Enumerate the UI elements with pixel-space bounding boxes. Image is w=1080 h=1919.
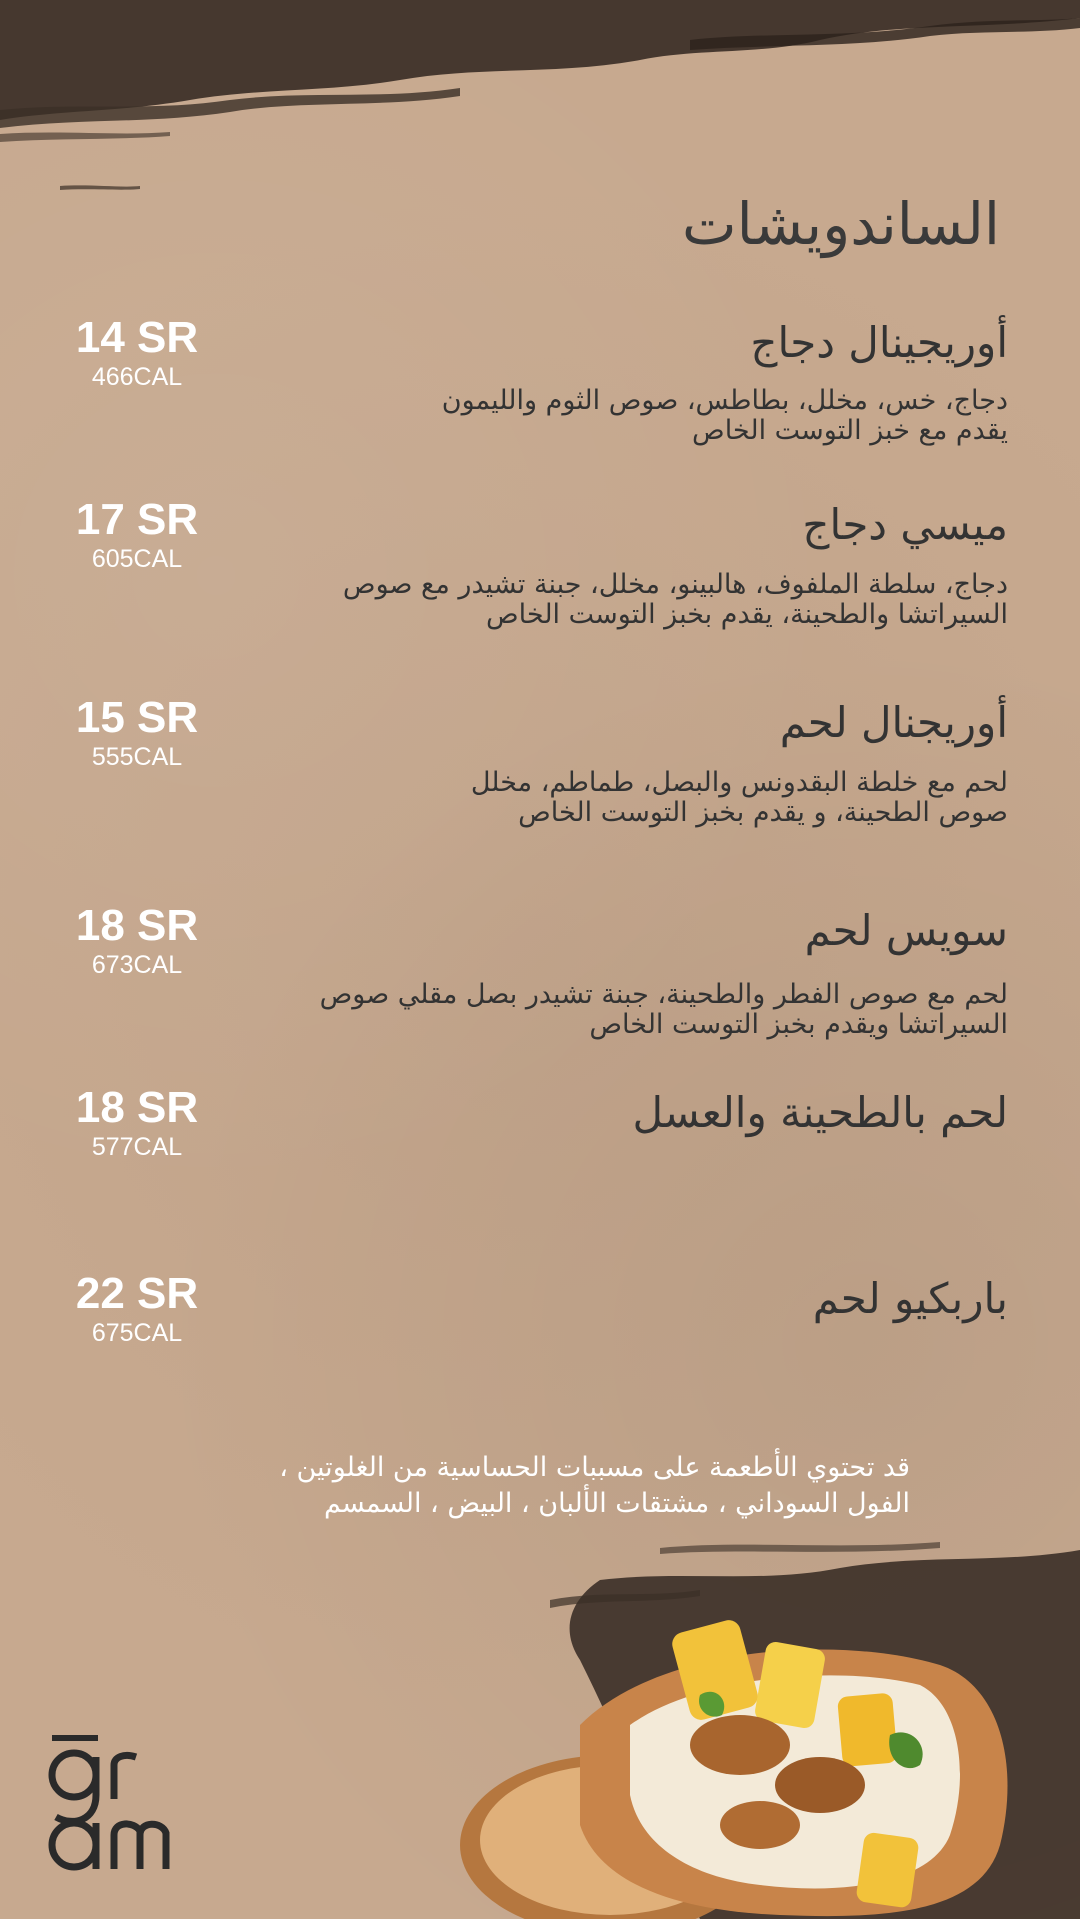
item-calories: 673CAL	[91, 951, 183, 979]
brush-stroke-top	[0, 0, 1080, 200]
item-description-line: صوص الطحينة، و يقدم بخبز التوست الخاص	[518, 797, 1008, 828]
item-calories: 675CAL	[91, 1319, 183, 1347]
allergy-notice	[150, 1450, 910, 1522]
item-description	[188, 570, 1008, 630]
item-name: لحم بالطحينة والعسل	[632, 1088, 1008, 1137]
item-price: 17 SR	[75, 495, 199, 544]
item-description-line: لحم مع صوص الفطر والطحينة، جبنة تشيدر بصل مقلي صوص	[319, 979, 1008, 1010]
item-calories: 555CAL	[91, 743, 183, 771]
item-name: ميسي دجاج	[802, 500, 1008, 549]
item-description-line: يقدم مع خبز التوست الخاص	[692, 415, 1008, 446]
menu-item[interactable]	[0, 693, 1080, 858]
item-calories: 466CAL	[91, 363, 183, 391]
item-description-line: السيراتشا والطحينة، يقدم بخبز التوست الخاص	[486, 599, 1008, 630]
item-description	[188, 980, 1008, 1040]
item-name: أوريجنال لحم	[779, 698, 1008, 747]
item-name: سويس لحم	[804, 906, 1008, 955]
menu-item[interactable]	[0, 1269, 1080, 1434]
item-description-line: السيراتشا ويقدم بخبز التوست الخاص	[589, 1009, 1008, 1040]
item-description	[188, 386, 1008, 446]
gram-logo	[44, 1735, 214, 1875]
item-price: 18 SR	[75, 901, 199, 950]
allergy-line: الفول السوداني ، مشتقات الألبان ، البيض ، السمسم	[323, 1488, 910, 1519]
item-price: 22 SR	[75, 1269, 199, 1318]
menu-item[interactable]	[0, 1083, 1080, 1248]
item-calories: 605CAL	[91, 545, 183, 573]
item-calories: 577CAL	[91, 1133, 183, 1161]
item-description-line: لحم مع خلطة البقدونس والبصل، طماطم، مخلل	[470, 767, 1008, 798]
allergy-line: قد تحتوي الأطعمة على مسببات الحساسية من الغلوتين ،	[279, 1452, 910, 1483]
item-price: 18 SR	[75, 1083, 199, 1132]
item-price: 14 SR	[75, 313, 199, 362]
menu-item[interactable]	[0, 901, 1080, 1066]
sandwich-image	[460, 1585, 1040, 1919]
item-description	[188, 768, 1008, 828]
page-title: الساندويشات	[682, 190, 1000, 258]
item-description-line: دجاج، خس، مخلل، بطاطس، صوص الثوم والليمون	[441, 385, 1008, 416]
item-name: أوريجينال دجاج	[750, 318, 1008, 367]
menu-item[interactable]	[0, 495, 1080, 660]
item-description-line: دجاج، سلطة الملفوف، هالبينو، مخلل، جبنة تشيدر مع صوص	[342, 569, 1008, 600]
menu-item[interactable]	[0, 313, 1080, 478]
item-price: 15 SR	[75, 693, 199, 742]
item-name: باربكيو لحم	[812, 1274, 1008, 1323]
